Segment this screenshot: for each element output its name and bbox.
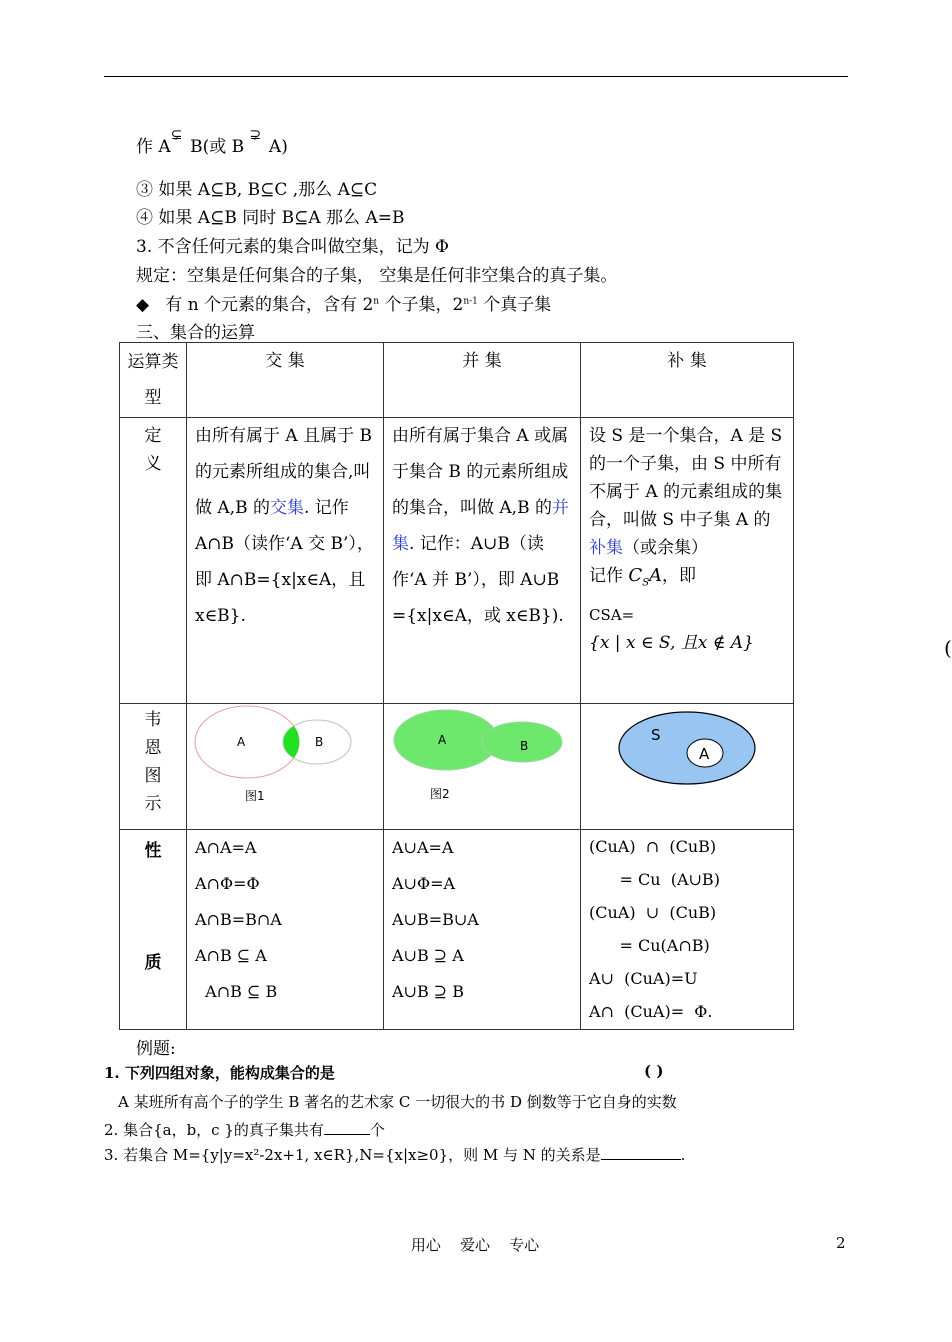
list-item: (CuA) ∩ (CuB) (589, 837, 717, 856)
list-item: A∩Φ=Φ (195, 874, 260, 893)
transitive-rule: ③ 如果 A⊆B, B⊆C ,那么 A⊆C (136, 180, 378, 200)
complement-venn (581, 704, 794, 830)
svg-text:A: A (438, 733, 447, 747)
list-item: A∩ (CuA)= Φ. (589, 1002, 713, 1021)
union-link[interactable]: 并集 (392, 498, 569, 554)
list-item: A∪Φ=A (392, 874, 456, 893)
svg-text:A: A (237, 735, 246, 749)
list-item: A∪A=A (392, 838, 454, 857)
list-item: = Cu(A∩B) (589, 936, 710, 955)
complement-set-formula: {x | x ∈ S, 且x ∉ A} (589, 632, 754, 653)
set-operations-table (119, 342, 794, 1030)
union-definition: 由所有属于集合 A 或属于集合 B 的元素所组成的集合，叫做 A,B 的并集. 记作：A∪B（读作‘A 并 B’），即 A∪B ={x|x∈A，或 x∈B}). (384, 418, 581, 704)
venn-universe-s (619, 712, 755, 784)
intersection-link[interactable]: 交集 (269, 498, 304, 518)
union-venn-diagram (384, 704, 580, 816)
svg-text:B: B (315, 735, 324, 749)
venn-row (120, 704, 794, 830)
page-number: 2 (836, 1234, 846, 1252)
property-label: 性 质 (120, 830, 187, 1030)
svg-text:A: A (699, 745, 710, 763)
union-properties (384, 830, 581, 1030)
empty-set-rule: 规定：空集是任何集合的子集， 空集是任何非空集合的真子集。 (136, 266, 618, 286)
question-1-options: A 某班所有高个子的学生 B 著名的艺术家 C 一切很大的书 D 倒数等于它自身的实数 (118, 1093, 677, 1111)
side-mark: ( (944, 636, 952, 660)
intersection-venn-diagram (187, 704, 383, 816)
subset-count-rule: ◆ 有 n 个元素的集合，含有 2$^n$ 个子集，2$^{n-1}$ 个真子集 (136, 295, 552, 315)
complement-properties (581, 830, 794, 1030)
header-rule (104, 76, 848, 77)
intersection-venn (187, 704, 384, 830)
section-heading: 三、集合的运算 (136, 323, 255, 343)
list-item: A∪ (CuA)=U (589, 969, 698, 988)
answer-blank[interactable] (601, 1145, 681, 1160)
complement-definition: 设 S 是一个集合，A 是 S 的一个子集，由 S 中所有不属于 A 的元素组成的集合，叫做 S 中子集 A 的补集（或余集） 记作 $C_SA$，即 CSA= {x | x ∈ S, 且x ∉ A} (581, 418, 794, 704)
proper-subset-notation: 作 A ⊊ B(或 B ⊋ A) (136, 127, 288, 157)
header-intersection: 交 集 (187, 343, 384, 418)
list-item: = Cu (A∪B) (589, 870, 720, 889)
list-item: A∪B ⊇ B (392, 982, 465, 1001)
empty-set-definition: 3. 不含任何元素的集合叫做空集，记为 Φ (136, 237, 449, 257)
question-1: 1. 下列四组对象，能构成集合的是 (104, 1064, 335, 1082)
svg-text:S: S (651, 726, 661, 744)
definition-label: 定义 (120, 418, 187, 704)
table-header-row (120, 343, 794, 418)
header-union: 并 集 (384, 343, 581, 418)
question-3: 3. 若集合 M={y|y=x²-2x+1, x∈R},N={x|x≥0}，则 M 与 N 的关系是 . (104, 1146, 686, 1164)
list-item: A∩B ⊆ B (195, 982, 278, 1001)
question-2: 2. 集合{a，b，c }的真子集共有 个 (104, 1121, 385, 1139)
svg-text:图2: 图2 (430, 787, 450, 801)
footer-motto: 用心 爱心 专心 (410, 1236, 540, 1254)
list-item: A∩A=A (195, 838, 257, 857)
proper-subset-symbol: ⊊ (170, 127, 183, 143)
list-item: (CuA) ∪ (CuB) (589, 903, 717, 922)
equality-rule: ④ 如果 A⊆B 同时 B⊆A 那么 A=B (136, 208, 405, 228)
list-item: A∪B=B∪A (392, 910, 479, 929)
list-item: A∪B ⊇ A (392, 946, 464, 965)
svg-text:B: B (520, 739, 529, 753)
header-op-type: 运算类型 (120, 343, 187, 418)
complement-notation: $C_SA$ (628, 565, 663, 589)
definition-row (120, 418, 794, 704)
complement-link[interactable]: 补集 (589, 538, 623, 558)
intersection-definition: 由所有属于 A 且属于 B 的元素所组成的集合,叫做 A,B 的交集. 记作 A∩B（读作‘A 交 B’），即 A∩B={x|x∈A，且 x∈B}. (187, 418, 384, 704)
svg-text:图1: 图1 (245, 789, 265, 803)
list-item: A∩B=B∩A (195, 910, 282, 929)
list-item: A∩B ⊆ A (195, 946, 267, 965)
header-complement: 补 集 (581, 343, 794, 418)
question-1-answer: ( ) (644, 1062, 664, 1080)
answer-blank[interactable] (324, 1120, 370, 1135)
diamond-bullet-icon: ◆ (136, 295, 150, 315)
examples-heading: 例题: (136, 1039, 176, 1059)
union-venn (384, 704, 581, 830)
venn-label: 韦恩图示 (120, 704, 187, 830)
property-row (120, 830, 794, 1030)
complement-venn-diagram (581, 704, 793, 816)
intersection-properties (187, 830, 384, 1030)
proper-superset-symbol: ⊋ (249, 127, 262, 143)
